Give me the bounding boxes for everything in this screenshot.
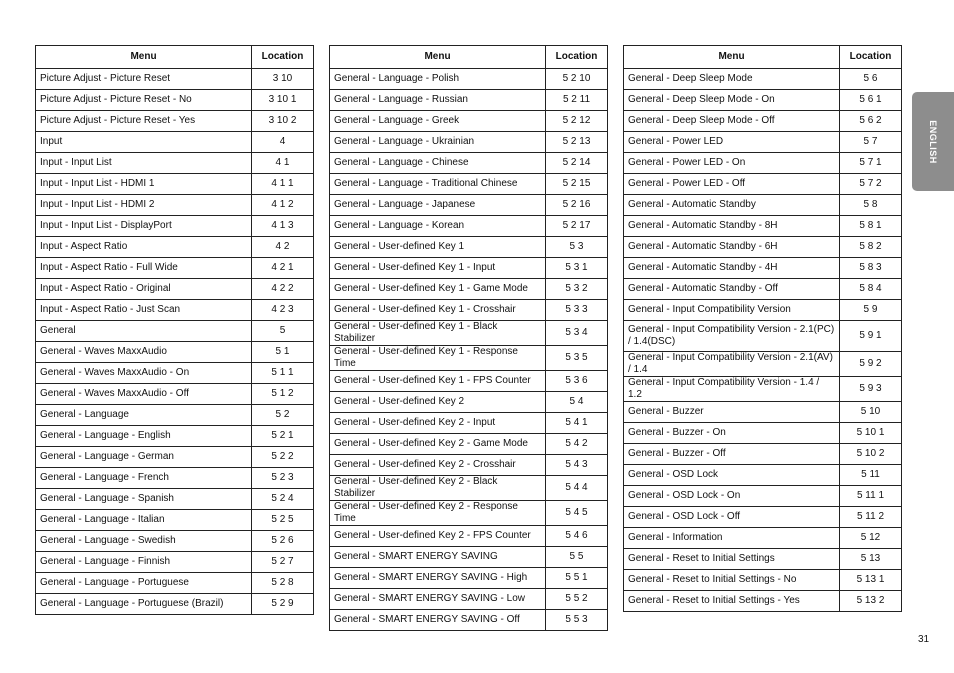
menu-cell: General - Language - Traditional Chinese: [330, 174, 546, 195]
table-row: [330, 69, 608, 90]
table-row: [330, 526, 608, 547]
menu-cell: Input - Input List - DisplayPort: [36, 216, 252, 237]
menu-cell: General - Language - Swedish: [36, 531, 252, 552]
table-row: [624, 174, 902, 195]
location-cell: 5 2 16: [546, 195, 608, 216]
table-row: [624, 591, 902, 612]
table-row: [624, 444, 902, 465]
location-cell: 5 2 1: [252, 426, 314, 447]
table-row: [36, 300, 314, 321]
table-row: [330, 568, 608, 589]
menu-cell: General - User-defined Key 1 - Black Stabilizer: [330, 321, 546, 346]
table-row: [624, 216, 902, 237]
menu-cell: General - User-defined Key 1: [330, 237, 546, 258]
location-cell: 5 2 12: [546, 111, 608, 132]
menu-cell: General - Automatic Standby - 8H: [624, 216, 840, 237]
menu-cell: Input - Input List - HDMI 1: [36, 174, 252, 195]
table-row: [330, 216, 608, 237]
location-cell: 5 2 9: [252, 594, 314, 615]
location-cell: 5 9 3: [840, 377, 902, 402]
table-row: [36, 426, 314, 447]
location-cell: 5 3: [546, 237, 608, 258]
location-cell: 5 6: [840, 69, 902, 90]
menu-cell: General - Language - French: [36, 468, 252, 489]
location-cell: 5 4 1: [546, 413, 608, 434]
menu-cell: General - Deep Sleep Mode: [624, 69, 840, 90]
location-cell: 4 2 2: [252, 279, 314, 300]
location-cell: 5 2 2: [252, 447, 314, 468]
table-row: [624, 549, 902, 570]
table-row: [330, 501, 608, 526]
location-cell: 5 5 3: [546, 610, 608, 631]
table-row: [36, 153, 314, 174]
table-row: [624, 111, 902, 132]
menu-cell: General - Deep Sleep Mode - On: [624, 90, 840, 111]
location-cell: 5 3 1: [546, 258, 608, 279]
location-cell: 3 10: [252, 69, 314, 90]
location-cell: 5 1 2: [252, 384, 314, 405]
location-cell: 5 8 1: [840, 216, 902, 237]
table-row: [36, 258, 314, 279]
menu-cell: General - User-defined Key 2 - Game Mode: [330, 434, 546, 455]
menu-cell: Picture Adjust - Picture Reset: [36, 69, 252, 90]
table-row: [36, 111, 314, 132]
menu-cell: General - OSD Lock - Off: [624, 507, 840, 528]
table-row: [36, 573, 314, 594]
menu-cell: General - Language - Japanese: [330, 195, 546, 216]
location-cell: 5 8 2: [840, 237, 902, 258]
menu-cell: General - SMART ENERGY SAVING - Low: [330, 589, 546, 610]
menu-cell: General - Language - Chinese: [330, 153, 546, 174]
language-tab-label: ENGLISH: [928, 119, 938, 164]
location-cell: 5 7 1: [840, 153, 902, 174]
table-row: [330, 237, 608, 258]
table-row: [36, 594, 314, 615]
table-row: [624, 352, 902, 377]
location-cell: 5 8 4: [840, 279, 902, 300]
menu-cell: General - OSD Lock: [624, 465, 840, 486]
table-row: [36, 552, 314, 573]
table-row: [36, 132, 314, 153]
table-row: [330, 610, 608, 631]
location-cell: 4 1: [252, 153, 314, 174]
location-cell: 5 9: [840, 300, 902, 321]
menu-cell: Input - Aspect Ratio - Just Scan: [36, 300, 252, 321]
menu-cell: General - Language - English: [36, 426, 252, 447]
menu-cell: Input - Input List - HDMI 2: [36, 195, 252, 216]
location-cell: 3 10 2: [252, 111, 314, 132]
location-header: Location: [252, 46, 314, 69]
menu-cell: General - Language - Finnish: [36, 552, 252, 573]
location-cell: 4 2 1: [252, 258, 314, 279]
menu-cell: General - Reset to Initial Settings - No: [624, 570, 840, 591]
location-cell: 5 2 15: [546, 174, 608, 195]
location-cell: 5 5 2: [546, 589, 608, 610]
menu-cell: General - User-defined Key 2 - Crosshair: [330, 455, 546, 476]
table-row: [36, 279, 314, 300]
location-cell: 5 13: [840, 549, 902, 570]
menu-cell: General - Language - Ukrainian: [330, 132, 546, 153]
menu-cell: General - Waves MaxxAudio - Off: [36, 384, 252, 405]
menu-cell: General - Buzzer - On: [624, 423, 840, 444]
table-row: [36, 531, 314, 552]
table-row: [330, 90, 608, 111]
menu-table-3: [623, 45, 902, 612]
menu-cell: General - Input Compatibility Version - 2.1(AV) / 1.4: [624, 352, 840, 377]
table-row: [36, 321, 314, 342]
location-cell: 5 8 3: [840, 258, 902, 279]
menu-cell: Picture Adjust - Picture Reset - Yes: [36, 111, 252, 132]
table-row: [36, 510, 314, 531]
location-cell: 5 4: [546, 392, 608, 413]
location-cell: 5 6 1: [840, 90, 902, 111]
table-body: [624, 69, 902, 612]
location-cell: 5 2 3: [252, 468, 314, 489]
menu-cell: General - Buzzer: [624, 402, 840, 423]
table-row: [330, 153, 608, 174]
location-cell: 4 1 2: [252, 195, 314, 216]
menu-cell: General - Language - Spanish: [36, 489, 252, 510]
location-cell: 5 12: [840, 528, 902, 549]
table-row: [624, 423, 902, 444]
table-row: [624, 507, 902, 528]
menu-cell: Input - Aspect Ratio - Full Wide: [36, 258, 252, 279]
menu-table-2: [329, 45, 608, 631]
menu-cell: General - Reset to Initial Settings - Yes: [624, 591, 840, 612]
menu-cell: General - User-defined Key 1 - FPS Counter: [330, 371, 546, 392]
menu-cell: General: [36, 321, 252, 342]
menu-cell: General - Power LED - On: [624, 153, 840, 174]
location-cell: 5 6 2: [840, 111, 902, 132]
location-cell: 4: [252, 132, 314, 153]
location-cell: 5 8: [840, 195, 902, 216]
menu-cell: Input - Aspect Ratio - Original: [36, 279, 252, 300]
table-row: [330, 589, 608, 610]
location-cell: 5 11 1: [840, 486, 902, 507]
table-row: [624, 300, 902, 321]
location-cell: 5 2 17: [546, 216, 608, 237]
menu-cell: General - Input Compatibility Version - 2.1(PC) / 1.4(DSC): [624, 321, 840, 352]
location-cell: 5 2 11: [546, 90, 608, 111]
table-row: [36, 468, 314, 489]
table-row: [36, 216, 314, 237]
table-row: [624, 279, 902, 300]
table-row: [36, 174, 314, 195]
menu-cell: General - User-defined Key 1 - Game Mode: [330, 279, 546, 300]
menu-cell: General - User-defined Key 1 - Crosshair: [330, 300, 546, 321]
location-cell: 5 11: [840, 465, 902, 486]
location-cell: 5 2 6: [252, 531, 314, 552]
menu-cell: General - User-defined Key 2 - Black Stabilizer: [330, 476, 546, 501]
menu-cell: General - User-defined Key 2 - FPS Counter: [330, 526, 546, 547]
location-cell: 5 10 1: [840, 423, 902, 444]
menu-cell: General - User-defined Key 1 - Response Time: [330, 346, 546, 371]
table-row: [330, 547, 608, 568]
location-cell: 5 5 1: [546, 568, 608, 589]
menu-cell: General - Reset to Initial Settings: [624, 549, 840, 570]
menu-cell: General - Language - Russian: [330, 90, 546, 111]
menu-cell: General - Automatic Standby - 6H: [624, 237, 840, 258]
menu-cell: General - Waves MaxxAudio: [36, 342, 252, 363]
page-number: 31: [918, 634, 930, 645]
table-row: [624, 321, 902, 352]
location-cell: 5 1: [252, 342, 314, 363]
table-row: [330, 195, 608, 216]
table-row: [36, 237, 314, 258]
table-row: [624, 465, 902, 486]
menu-cell: General - Automatic Standby: [624, 195, 840, 216]
location-cell: 5 2 5: [252, 510, 314, 531]
table-body: [330, 69, 608, 631]
table-row: [624, 402, 902, 423]
table-row: [624, 132, 902, 153]
location-cell: 5 9 1: [840, 321, 902, 352]
table-row: [624, 69, 902, 90]
table-row: [36, 363, 314, 384]
menu-cell: General - Language - Polish: [330, 69, 546, 90]
location-cell: 5 3 4: [546, 321, 608, 346]
menu-cell: General - Input Compatibility Version - 1.4 / 1.2: [624, 377, 840, 402]
menu-cell: General - Language - Korean: [330, 216, 546, 237]
location-cell: 5 3 3: [546, 300, 608, 321]
location-cell: 5 2 4: [252, 489, 314, 510]
table-row: [36, 69, 314, 90]
location-cell: 5 2 10: [546, 69, 608, 90]
location-cell: 5 2 8: [252, 573, 314, 594]
table-row: [36, 405, 314, 426]
table-row: [330, 392, 608, 413]
menu-cell: General - User-defined Key 2: [330, 392, 546, 413]
table-row: [624, 377, 902, 402]
table-row: [330, 132, 608, 153]
location-cell: 5 10: [840, 402, 902, 423]
menu-cell: General - SMART ENERGY SAVING: [330, 547, 546, 568]
table-row: [36, 384, 314, 405]
table-row: [330, 476, 608, 501]
location-cell: 5 2: [252, 405, 314, 426]
table-row: [624, 90, 902, 111]
table-row: [36, 195, 314, 216]
table-row: [330, 174, 608, 195]
location-cell: 5 13 2: [840, 591, 902, 612]
location-cell: 5 3 6: [546, 371, 608, 392]
menu-cell: General - Automatic Standby - 4H: [624, 258, 840, 279]
location-cell: 5 9 2: [840, 352, 902, 377]
location-cell: 5 4 4: [546, 476, 608, 501]
menu-header: Menu: [36, 46, 252, 69]
table-row: [624, 195, 902, 216]
location-cell: 4 2: [252, 237, 314, 258]
menu-cell: General - Deep Sleep Mode - Off: [624, 111, 840, 132]
menu-cell: General - Language - Greek: [330, 111, 546, 132]
menu-header: Menu: [330, 46, 546, 69]
table-row: [624, 570, 902, 591]
menu-cell: General - Power LED - Off: [624, 174, 840, 195]
menu-header: Menu: [624, 46, 840, 69]
menu-cell: General - Input Compatibility Version: [624, 300, 840, 321]
location-cell: 5 4 2: [546, 434, 608, 455]
location-cell: 5 3 5: [546, 346, 608, 371]
menu-cell: General - Power LED: [624, 132, 840, 153]
location-cell: 4 2 3: [252, 300, 314, 321]
location-cell: 5 11 2: [840, 507, 902, 528]
table-row: [36, 489, 314, 510]
menu-cell: Input - Aspect Ratio: [36, 237, 252, 258]
location-cell: 5 5: [546, 547, 608, 568]
menu-cell: General - Buzzer - Off: [624, 444, 840, 465]
table-row: [330, 279, 608, 300]
location-cell: 5 13 1: [840, 570, 902, 591]
location-header: Location: [840, 46, 902, 69]
table-row: [36, 342, 314, 363]
table-row: [330, 346, 608, 371]
location-cell: 5 2 14: [546, 153, 608, 174]
menu-cell: General - Automatic Standby - Off: [624, 279, 840, 300]
location-cell: 4 1 1: [252, 174, 314, 195]
location-header: Location: [546, 46, 608, 69]
table-row: [330, 371, 608, 392]
table-row: [624, 486, 902, 507]
menu-cell: Input - Input List: [36, 153, 252, 174]
menu-cell: General - Language - Italian: [36, 510, 252, 531]
location-cell: 3 10 1: [252, 90, 314, 111]
table-row: [330, 300, 608, 321]
table-row: [624, 237, 902, 258]
location-cell: 5 2 13: [546, 132, 608, 153]
location-cell: 5 4 5: [546, 501, 608, 526]
table-row: [330, 455, 608, 476]
location-cell: 5 4 6: [546, 526, 608, 547]
location-cell: 5 1 1: [252, 363, 314, 384]
menu-cell: General - User-defined Key 2 - Response Time: [330, 501, 546, 526]
table-row: [36, 447, 314, 468]
table-row: [330, 111, 608, 132]
table-row: [36, 90, 314, 111]
menu-cell: General - Language - Portuguese (Brazil): [36, 594, 252, 615]
menu-cell: Input: [36, 132, 252, 153]
location-cell: 5 2 7: [252, 552, 314, 573]
menu-cell: General - SMART ENERGY SAVING - High: [330, 568, 546, 589]
menu-cell: General - User-defined Key 1 - Input: [330, 258, 546, 279]
menu-cell: General - Information: [624, 528, 840, 549]
location-cell: 5 7 2: [840, 174, 902, 195]
menu-cell: General - User-defined Key 2 - Input: [330, 413, 546, 434]
table-row: [330, 258, 608, 279]
menu-cell: General - Language - Portuguese: [36, 573, 252, 594]
table-row: [330, 434, 608, 455]
table-body: [36, 69, 314, 615]
table-row: [330, 413, 608, 434]
location-cell: 5 3 2: [546, 279, 608, 300]
table-row: [624, 258, 902, 279]
menu-table-1: [35, 45, 314, 615]
location-cell: 5 4 3: [546, 455, 608, 476]
menu-cell: Picture Adjust - Picture Reset - No: [36, 90, 252, 111]
location-cell: 5: [252, 321, 314, 342]
table-row: [330, 321, 608, 346]
menu-cell: General - Waves MaxxAudio - On: [36, 363, 252, 384]
location-cell: 4 1 3: [252, 216, 314, 237]
location-cell: 5 10 2: [840, 444, 902, 465]
table-row: [624, 528, 902, 549]
location-cell: 5 7: [840, 132, 902, 153]
menu-cell: General - Language - German: [36, 447, 252, 468]
menu-cell: General - Language: [36, 405, 252, 426]
menu-cell: General - OSD Lock - On: [624, 486, 840, 507]
language-side-tab: [912, 92, 954, 191]
menu-cell: General - SMART ENERGY SAVING - Off: [330, 610, 546, 631]
table-row: [624, 153, 902, 174]
